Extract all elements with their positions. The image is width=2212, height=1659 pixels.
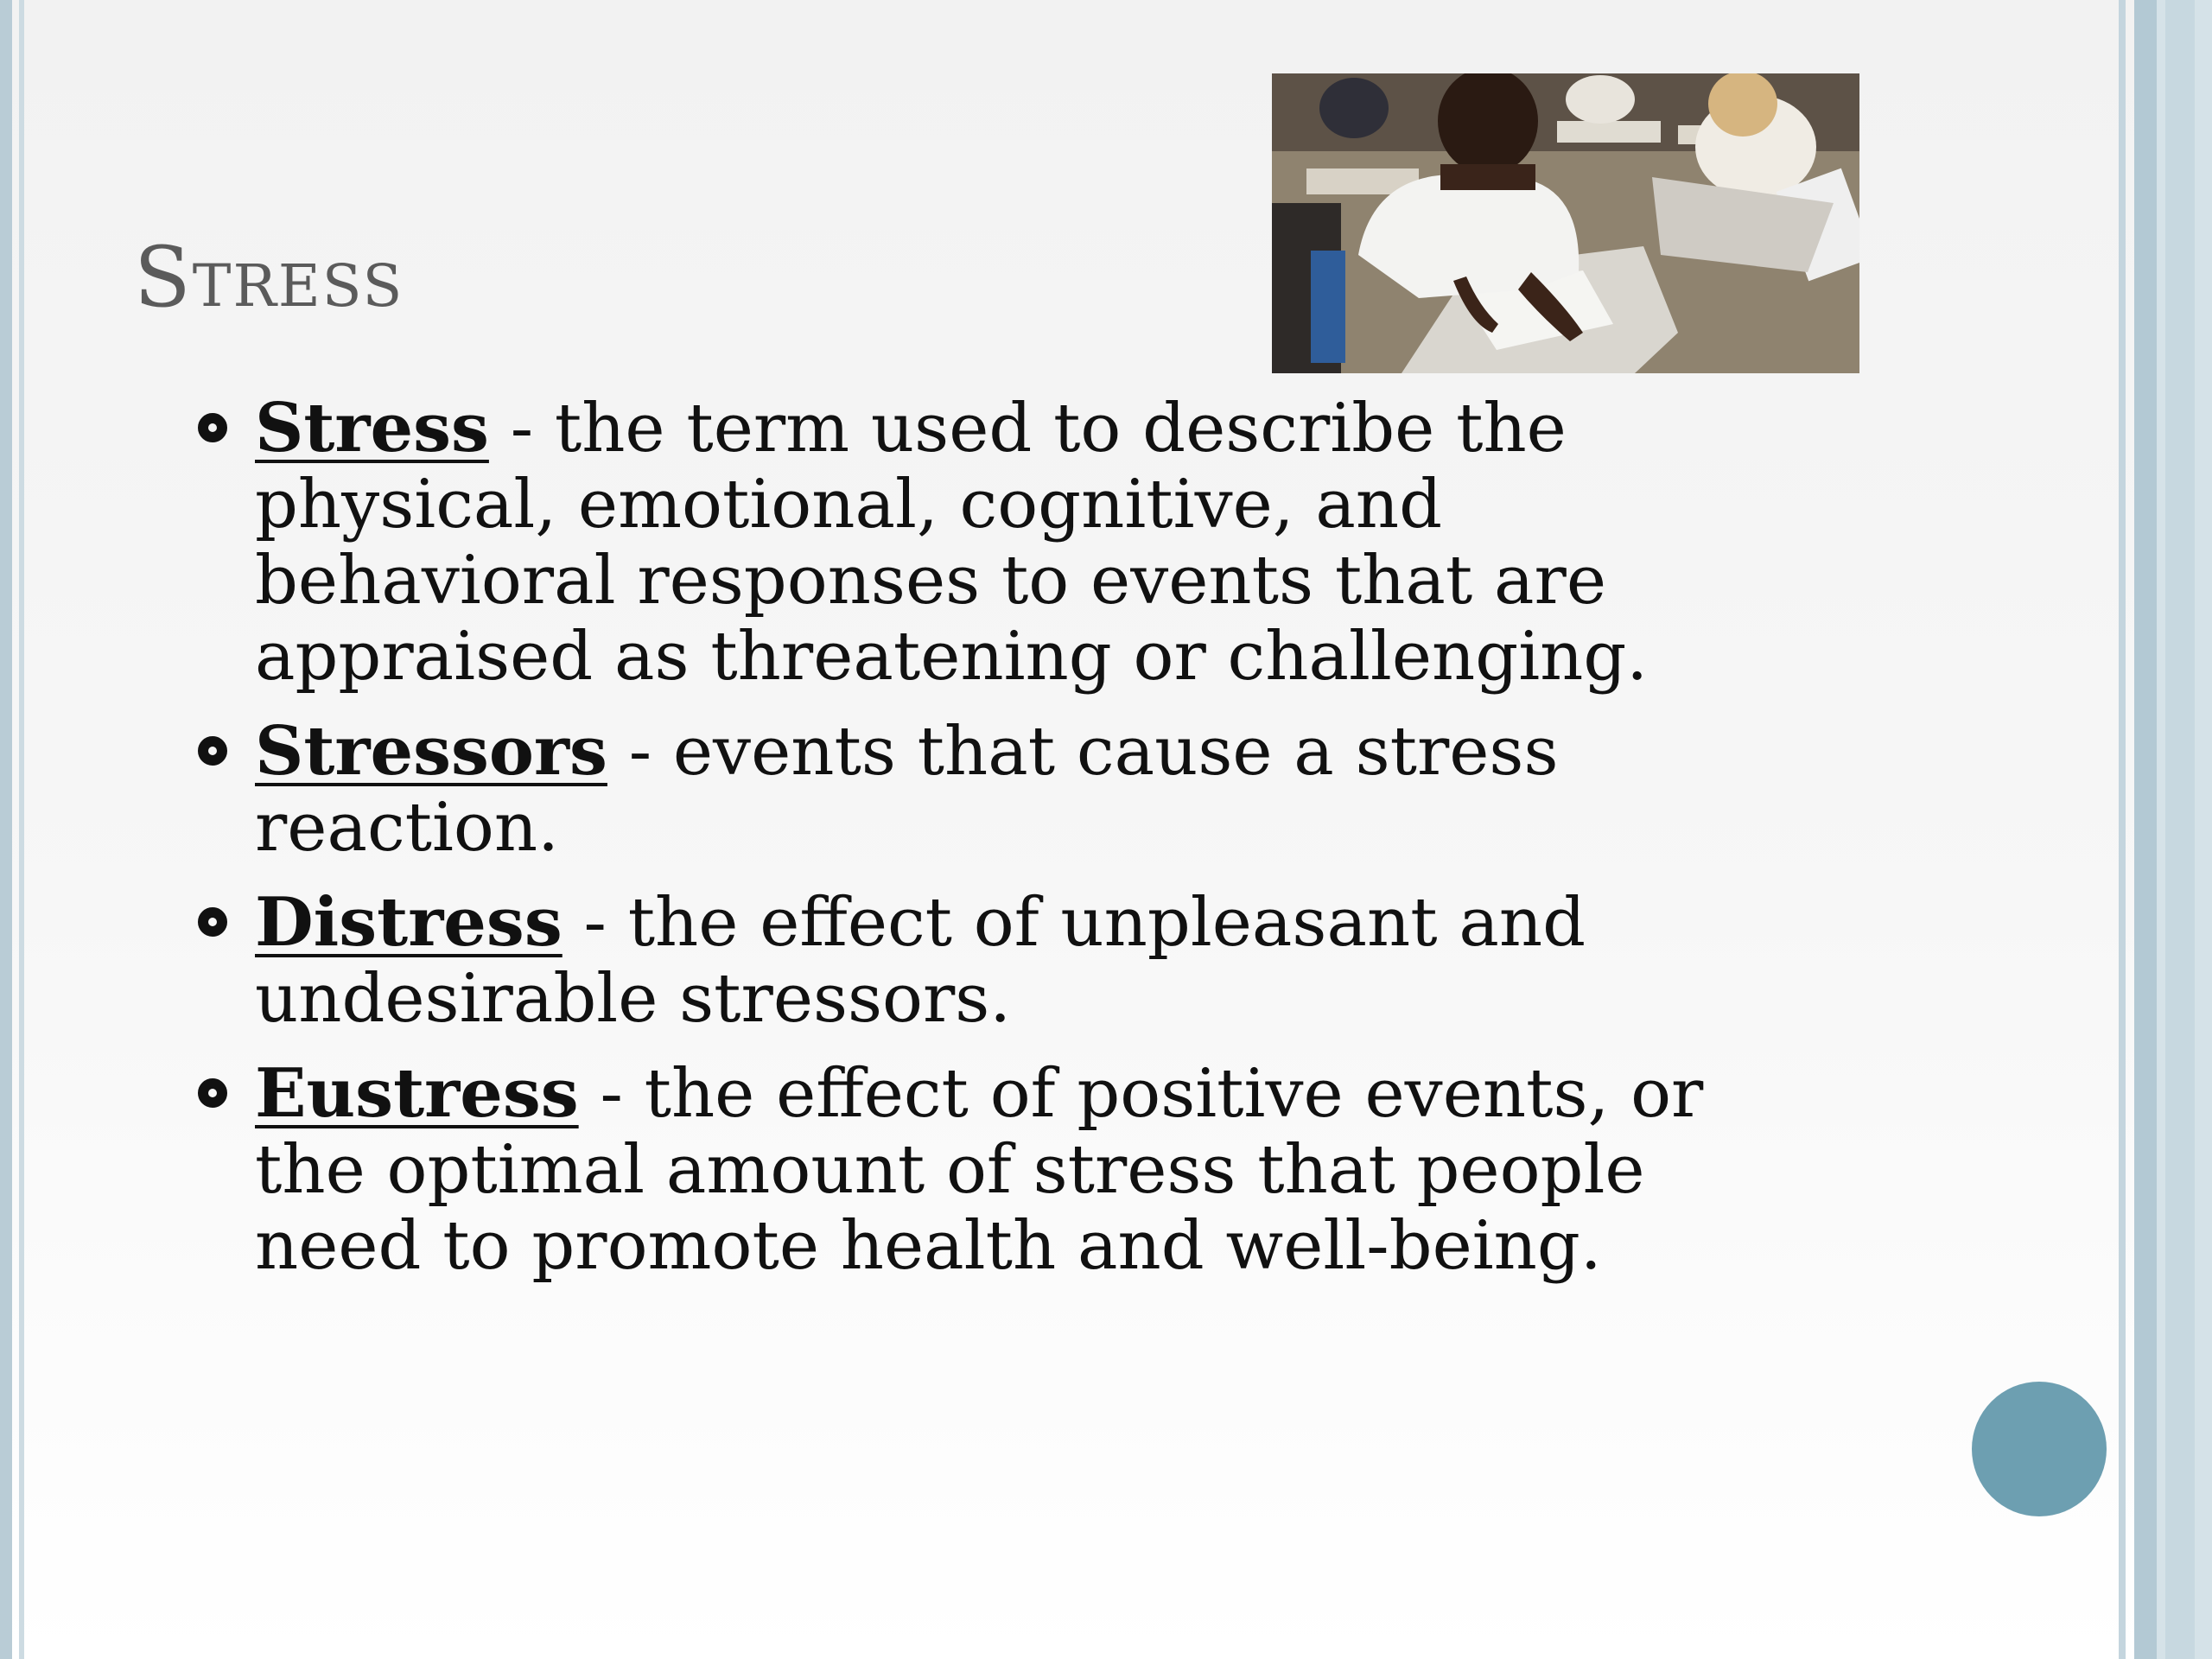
definition-text: - the term used to describe the physical, emotional, cognitive, and behavioral responses to events that are appraised as threatening or challenging.	[255, 390, 1649, 696]
definition-text: - the effect of unpleasant and undesirable stressors.	[255, 884, 1586, 1038]
left-decorative-stripe-inner	[19, 0, 24, 1659]
term-stress: Stress	[255, 389, 489, 467]
definition-text: - the effect of positive events, or the optimal amount of stress that people need to promote health and well-being.	[255, 1055, 1704, 1285]
circle-icon	[1972, 1382, 2107, 1516]
list-item	[194, 391, 1724, 695]
list-item	[194, 1056, 1724, 1284]
right-decorative-band-inner	[2165, 0, 2195, 1659]
right-decorative-stripe-thin	[2119, 0, 2126, 1659]
hollow-circle-bullet-icon	[198, 736, 227, 766]
list-item	[194, 885, 1724, 1037]
term-stressors: Stressors	[255, 712, 607, 791]
hollow-circle-bullet-icon	[198, 1078, 227, 1108]
left-decorative-stripe	[0, 0, 12, 1659]
list-item	[194, 714, 1724, 866]
classroom-photo	[1272, 73, 1859, 373]
definition-text: - events that cause a stress reaction.	[255, 713, 1559, 867]
hollow-circle-bullet-icon	[198, 907, 227, 937]
term-eustress: Eustress	[255, 1054, 579, 1133]
definition-list	[194, 391, 1715, 1303]
slide-title: Stress	[134, 229, 404, 326]
right-decorative-stripe	[2134, 0, 2157, 1659]
hollow-circle-bullet-icon	[198, 413, 227, 442]
term-distress: Distress	[255, 883, 563, 962]
